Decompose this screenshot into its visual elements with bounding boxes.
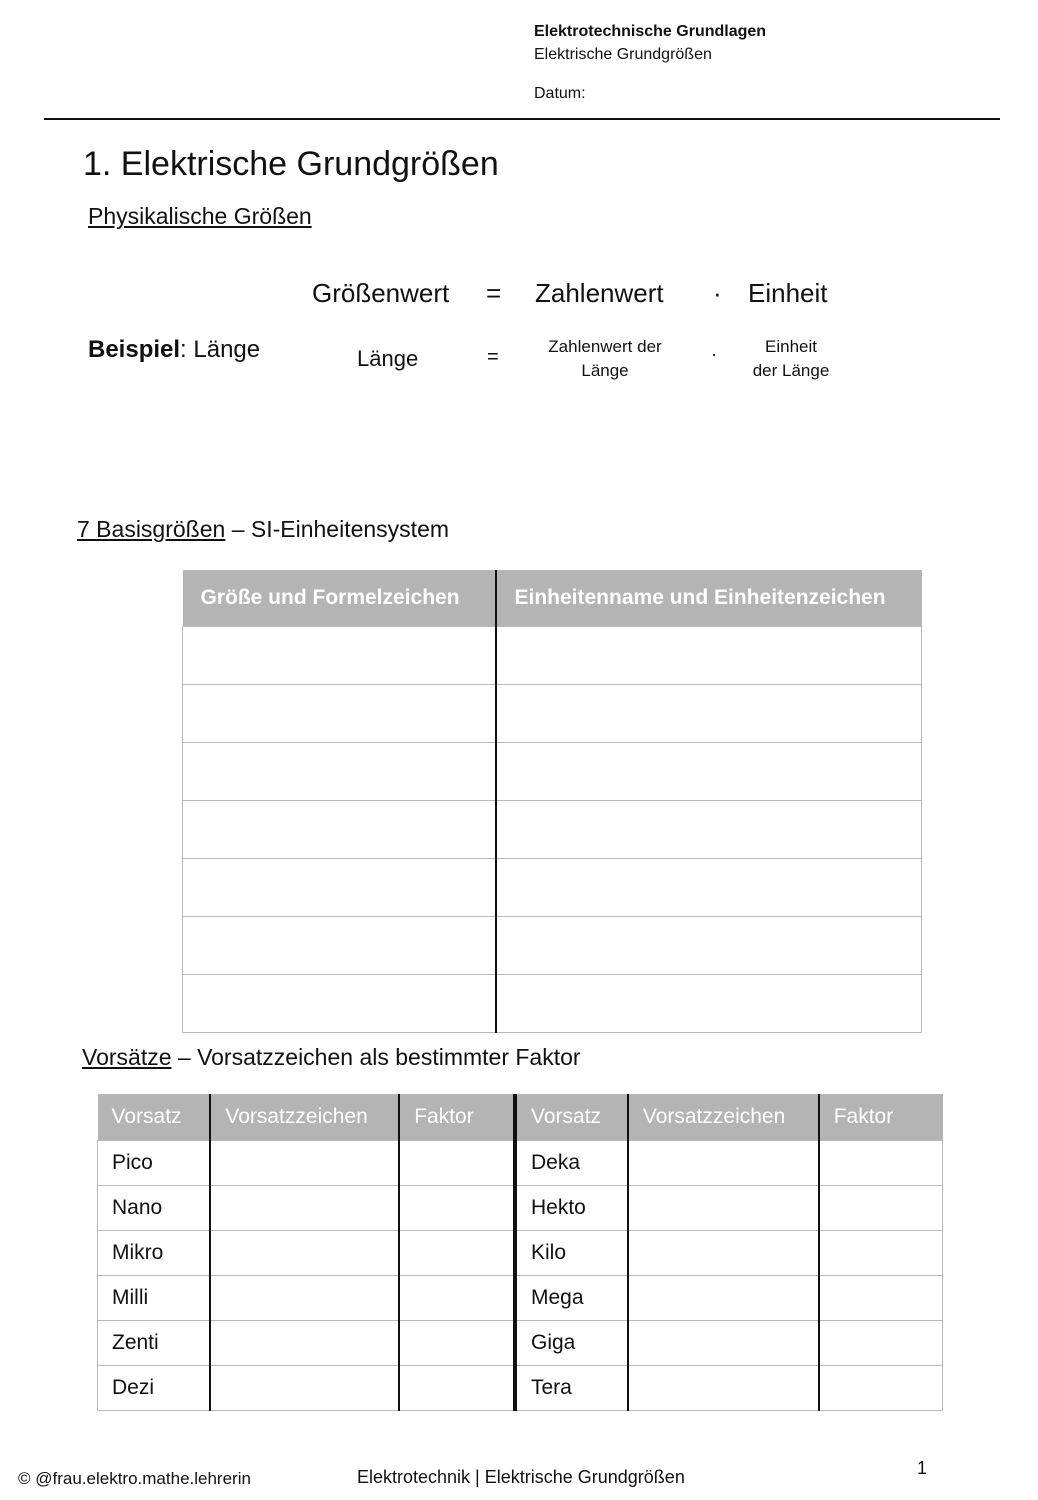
prefixes-heading-rest: – Vorsatzzeichen als bestimmter Faktor: [171, 1044, 581, 1070]
prefix-symbol-cell[interactable]: [628, 1231, 819, 1276]
prefix-factor-cell[interactable]: [819, 1141, 943, 1186]
example-middle: [530, 335, 680, 383]
prefix-symbol-cell[interactable]: [210, 1186, 399, 1231]
table-row: [183, 801, 922, 859]
formula-middle: Zahlenwert: [535, 278, 664, 308]
prefix-factor-cell[interactable]: [399, 1276, 515, 1321]
prefixes-heading: [82, 1044, 581, 1071]
prefix-factor-cell[interactable]: [399, 1141, 515, 1186]
prefix-symbol-cell[interactable]: [628, 1321, 819, 1366]
example-label-rest: : Länge: [180, 336, 261, 363]
prefix-factor-cell[interactable]: [399, 1366, 515, 1411]
prefix-name: Deka: [515, 1141, 628, 1186]
header-topic: Elektrische Grundgrößen: [534, 46, 712, 63]
si-units-table: [182, 570, 922, 1033]
example-label-bold: Beispiel: [88, 336, 181, 363]
example-equals: =: [487, 346, 499, 368]
prefix-symbol-cell[interactable]: [210, 1366, 399, 1411]
prefix-name: Nano: [98, 1186, 211, 1231]
base-units-heading: [77, 516, 449, 543]
prefix-symbol-cell[interactable]: [210, 1141, 399, 1186]
si-unit-cell[interactable]: [496, 975, 922, 1033]
si-quantity-cell[interactable]: [183, 801, 496, 859]
formula-equals: =: [486, 278, 502, 308]
si-unit-cell[interactable]: [496, 917, 922, 975]
page-title: 1. Elektrische Grundgrößen: [83, 145, 499, 183]
prefix-name: Tera: [515, 1366, 628, 1411]
prefix-name: Mikro: [98, 1231, 211, 1276]
prefix-factor-cell[interactable]: [819, 1366, 943, 1411]
prefix-name: Zenti: [98, 1321, 211, 1366]
footer-copyright: © @frau.elektro.mathe.lehrerin: [18, 1469, 251, 1488]
table-row: [183, 859, 922, 917]
prefix-name: Mega: [515, 1276, 628, 1321]
prefix-name: Giga: [515, 1321, 628, 1366]
table-row: [183, 627, 922, 685]
example-middle-line1: Zahlenwert der: [548, 337, 662, 356]
si-unit-cell[interactable]: [496, 743, 922, 801]
col-factor-left: Faktor: [399, 1094, 515, 1141]
prefix-symbol-cell[interactable]: [210, 1276, 399, 1321]
header-course: Elektrotechnische Grundlagen: [534, 23, 767, 40]
prefix-name: Hekto: [515, 1186, 628, 1231]
prefix-symbol-cell[interactable]: [628, 1186, 819, 1231]
header-divider: [44, 118, 1000, 120]
si-col-unit: Einheitenname und Einheitenzeichen: [496, 570, 922, 627]
table-row: [98, 1141, 943, 1186]
table-row: [98, 1366, 943, 1411]
si-unit-cell[interactable]: [496, 801, 922, 859]
footer-center: Elektrotechnik | Elektrische Grundgrößen: [357, 1467, 685, 1487]
prefix-name: Dezi: [98, 1366, 211, 1411]
prefix-name: Kilo: [515, 1231, 628, 1276]
si-unit-cell[interactable]: [496, 685, 922, 743]
si-col-quantity: Größe und Formelzeichen: [183, 570, 496, 627]
table-row: [98, 1321, 943, 1366]
header-date-label: Datum:: [534, 85, 586, 102]
prefixes-heading-underlined: Vorsätze: [82, 1044, 172, 1070]
prefix-factor-cell[interactable]: [819, 1231, 943, 1276]
prefix-factor-cell[interactable]: [399, 1231, 515, 1276]
si-quantity-cell[interactable]: [183, 975, 496, 1033]
table-row: [183, 917, 922, 975]
col-prefix-right: Vorsatz: [515, 1094, 628, 1141]
formula-left: Größenwert: [312, 278, 450, 308]
base-units-heading-rest: – SI-Einheitensystem: [225, 516, 450, 542]
prefixes-table: [97, 1094, 943, 1411]
prefix-factor-cell[interactable]: [399, 1186, 515, 1231]
prefix-symbol-cell[interactable]: [628, 1141, 819, 1186]
example-left: Länge: [357, 346, 419, 371]
example-middle-line2: Länge: [581, 361, 629, 380]
page-number: 1: [917, 1458, 928, 1478]
example-label: [88, 336, 260, 364]
example-dot: ·: [711, 344, 717, 364]
table-row: [98, 1276, 943, 1321]
prefix-symbol-cell[interactable]: [210, 1321, 399, 1366]
example-right-line2: der Länge: [752, 361, 830, 380]
prefix-factor-cell[interactable]: [819, 1186, 943, 1231]
example-right: [736, 335, 846, 383]
col-factor-right: Faktor: [819, 1094, 943, 1141]
prefix-name: Milli: [98, 1276, 211, 1321]
si-unit-cell[interactable]: [496, 859, 922, 917]
si-quantity-cell[interactable]: [183, 859, 496, 917]
base-units-heading-underlined: 7 Basisgrößen: [77, 516, 226, 542]
physical-heading: Physikalische Größen: [88, 203, 312, 229]
formula-right: Einheit: [748, 278, 828, 308]
table-row: [183, 743, 922, 801]
prefix-factor-cell[interactable]: [399, 1321, 515, 1366]
prefix-symbol-cell[interactable]: [628, 1276, 819, 1321]
prefix-name: Pico: [98, 1141, 211, 1186]
example-right-line1: Einheit: [765, 337, 817, 356]
prefix-factor-cell[interactable]: [819, 1321, 943, 1366]
table-row: [98, 1186, 943, 1231]
si-quantity-cell[interactable]: [183, 627, 496, 685]
table-row: [98, 1231, 943, 1276]
prefix-factor-cell[interactable]: [819, 1276, 943, 1321]
prefix-symbol-cell[interactable]: [210, 1231, 399, 1276]
col-symbol-right: Vorsatzzeichen: [628, 1094, 819, 1141]
formula-dot: ·: [713, 278, 722, 308]
col-prefix-left: Vorsatz: [98, 1094, 211, 1141]
prefix-symbol-cell[interactable]: [628, 1366, 819, 1411]
si-unit-cell[interactable]: [496, 627, 922, 685]
si-quantity-cell[interactable]: [183, 743, 496, 801]
si-quantity-cell[interactable]: [183, 685, 496, 743]
table-row: [183, 975, 922, 1033]
si-quantity-cell[interactable]: [183, 917, 496, 975]
col-symbol-left: Vorsatzzeichen: [210, 1094, 399, 1141]
table-row: [183, 685, 922, 743]
